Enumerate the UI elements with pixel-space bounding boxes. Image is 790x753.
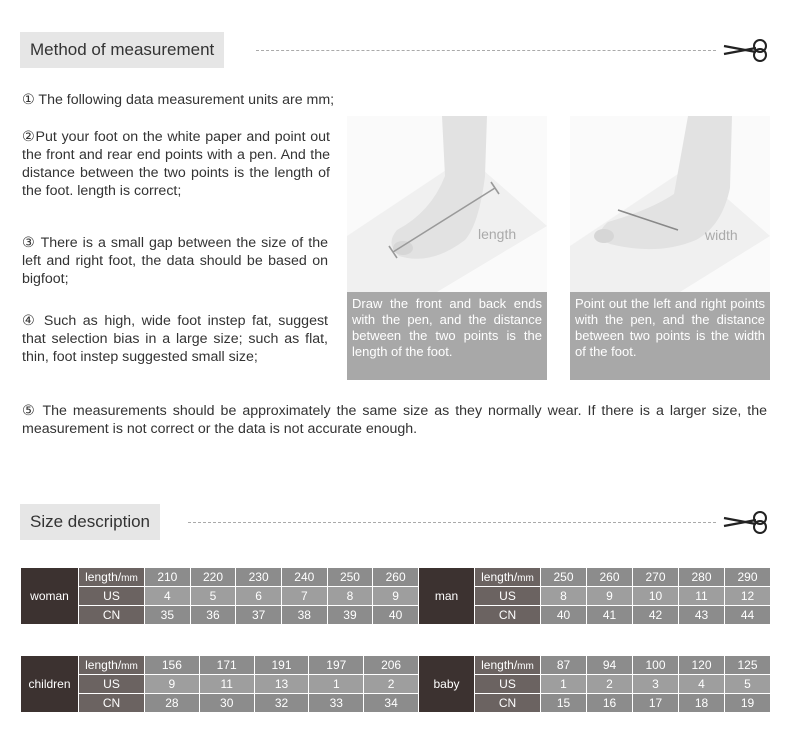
size-cell: 5 bbox=[190, 587, 236, 606]
size-cell: 4 bbox=[145, 587, 191, 606]
size-cell: 17 bbox=[633, 694, 679, 713]
row-label-text: length/ bbox=[481, 658, 518, 672]
row-label: CN bbox=[475, 606, 541, 625]
size-cell: 8 bbox=[327, 587, 373, 606]
size-category: children bbox=[21, 656, 79, 713]
size-cell: 280 bbox=[679, 568, 725, 587]
instruction-1: ① The following data measurement units are mm; bbox=[22, 92, 335, 108]
size-cell: 35 bbox=[145, 606, 191, 625]
size-cell: 125 bbox=[725, 656, 771, 675]
size-cell: 290 bbox=[725, 568, 771, 587]
length-label: length bbox=[478, 226, 517, 242]
size-category: man bbox=[419, 568, 475, 625]
size-cell: 32 bbox=[254, 694, 309, 713]
unit-label: mm bbox=[121, 573, 138, 584]
divider-dashed bbox=[256, 50, 716, 51]
row-label: US bbox=[475, 675, 541, 694]
size-category: woman bbox=[21, 568, 79, 625]
row-label: US bbox=[79, 675, 145, 694]
size-cell: 191 bbox=[254, 656, 309, 675]
size-cell: 30 bbox=[199, 694, 254, 713]
size-table-baby bbox=[418, 655, 771, 713]
size-cell: 15 bbox=[541, 694, 587, 713]
size-cell: 44 bbox=[725, 606, 771, 625]
size-cell: 19 bbox=[725, 694, 771, 713]
row-label-text: length/ bbox=[481, 570, 518, 584]
size-cell: 11 bbox=[199, 675, 254, 694]
unit-label: mm bbox=[121, 661, 138, 672]
size-cell: 94 bbox=[587, 656, 633, 675]
size-cell: 230 bbox=[236, 568, 282, 587]
size-cell: 38 bbox=[281, 606, 327, 625]
instruction-2: ②Put your foot on the white paper and point out the front and rear end points with a pen. And the distance between the two points is the length of the foot. length is correct; bbox=[22, 129, 330, 199]
size-cell: 36 bbox=[190, 606, 236, 625]
foot-length-illustration bbox=[347, 116, 547, 292]
instruction-4: ④ Such as high, wide foot instep fat, suggest that selection bias in a large size; such as flat, thin, foot instep suggested small size; bbox=[22, 313, 328, 365]
size-cell: 260 bbox=[373, 568, 419, 587]
instruction-5: ⑤ The measurements should be approximately the same size as they normally wear. If there is a larger size, the measurement is not correct or the data is not accurate enough. bbox=[22, 403, 767, 437]
row-length bbox=[21, 656, 419, 675]
size-cell: 210 bbox=[145, 568, 191, 587]
row-label-text: length/ bbox=[85, 570, 122, 584]
scissors-icon bbox=[722, 510, 768, 534]
foot-length-photo bbox=[347, 116, 547, 292]
size-cell: 9 bbox=[145, 675, 200, 694]
size-cell: 11 bbox=[679, 587, 725, 606]
size-cell: 1 bbox=[309, 675, 364, 694]
caption-width: Point out the left and right points with the pen, and the distance between two points is the width of the foot. bbox=[570, 292, 770, 380]
row-label bbox=[79, 656, 145, 675]
size-cell: 250 bbox=[541, 568, 587, 587]
size-cell: 9 bbox=[587, 587, 633, 606]
size-cell: 40 bbox=[541, 606, 587, 625]
method-title: Method of measurement bbox=[20, 32, 224, 68]
method-header bbox=[20, 32, 224, 68]
size-header bbox=[20, 504, 160, 540]
row-label: US bbox=[79, 587, 145, 606]
size-category: baby bbox=[419, 656, 475, 713]
size-cell: 197 bbox=[309, 656, 364, 675]
size-cell: 3 bbox=[633, 675, 679, 694]
row-label: US bbox=[475, 587, 541, 606]
row-length bbox=[419, 568, 771, 587]
row-label bbox=[475, 568, 541, 587]
size-cell: 120 bbox=[679, 656, 725, 675]
size-cell: 9 bbox=[373, 587, 419, 606]
row-cn bbox=[21, 694, 419, 713]
size-cell: 171 bbox=[199, 656, 254, 675]
row-label: CN bbox=[475, 694, 541, 713]
size-table-woman bbox=[20, 567, 419, 625]
row-length bbox=[419, 656, 771, 675]
size-cell: 2 bbox=[364, 675, 419, 694]
size-cell: 39 bbox=[327, 606, 373, 625]
size-cell: 1 bbox=[541, 675, 587, 694]
row-cn bbox=[21, 606, 419, 625]
size-table-man bbox=[418, 567, 771, 625]
width-label: width bbox=[705, 227, 738, 243]
size-cell: 87 bbox=[541, 656, 587, 675]
divider-dashed bbox=[188, 522, 716, 523]
foot-width-illustration bbox=[570, 116, 770, 292]
size-title: Size description bbox=[20, 504, 160, 540]
size-cell: 4 bbox=[679, 675, 725, 694]
size-cell: 42 bbox=[633, 606, 679, 625]
row-label-text: length/ bbox=[85, 658, 122, 672]
size-cell: 6 bbox=[236, 587, 282, 606]
size-cell: 8 bbox=[541, 587, 587, 606]
instruction-3: ③ There is a small gap between the size of the left and right foot, the data should be based on bigfoot; bbox=[22, 235, 328, 287]
size-cell: 16 bbox=[587, 694, 633, 713]
size-cell: 250 bbox=[327, 568, 373, 587]
size-cell: 18 bbox=[679, 694, 725, 713]
size-cell: 7 bbox=[281, 587, 327, 606]
row-label: CN bbox=[79, 694, 145, 713]
row-label bbox=[79, 568, 145, 587]
size-cell: 13 bbox=[254, 675, 309, 694]
size-cell: 33 bbox=[309, 694, 364, 713]
size-cell: 260 bbox=[587, 568, 633, 587]
size-cell: 206 bbox=[364, 656, 419, 675]
size-table-children bbox=[20, 655, 419, 713]
size-cell: 270 bbox=[633, 568, 679, 587]
size-cell: 12 bbox=[725, 587, 771, 606]
row-length bbox=[21, 568, 419, 587]
size-cell: 37 bbox=[236, 606, 282, 625]
size-cell: 28 bbox=[145, 694, 200, 713]
size-cell: 220 bbox=[190, 568, 236, 587]
size-cell: 34 bbox=[364, 694, 419, 713]
size-cell: 100 bbox=[633, 656, 679, 675]
size-cell: 40 bbox=[373, 606, 419, 625]
unit-label: mm bbox=[517, 573, 534, 584]
foot-width-photo bbox=[570, 116, 770, 292]
row-us bbox=[21, 587, 419, 606]
size-cell: 10 bbox=[633, 587, 679, 606]
size-cell: 2 bbox=[587, 675, 633, 694]
size-cell: 156 bbox=[145, 656, 200, 675]
scissors-icon bbox=[722, 38, 768, 62]
row-label bbox=[475, 656, 541, 675]
unit-label: mm bbox=[517, 661, 534, 672]
size-cell: 240 bbox=[281, 568, 327, 587]
row-us bbox=[21, 675, 419, 694]
size-cell: 43 bbox=[679, 606, 725, 625]
caption-length: Draw the front and back ends with the pen, and the distance between the two points is the length of the foot. bbox=[347, 292, 547, 380]
size-cell: 41 bbox=[587, 606, 633, 625]
row-label: CN bbox=[79, 606, 145, 625]
size-cell: 5 bbox=[725, 675, 771, 694]
